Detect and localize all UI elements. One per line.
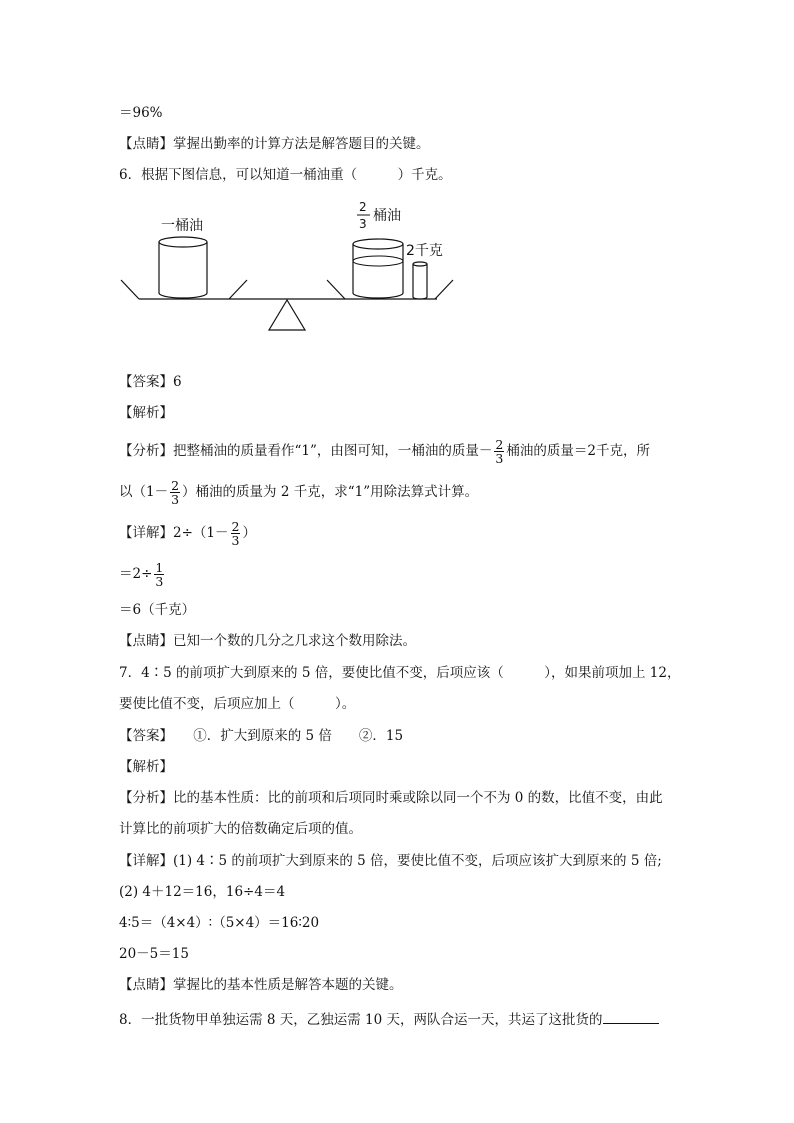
analysis-7-line-2: 计算比的前项扩大的倍数确定后项的值。	[119, 821, 362, 837]
fraction-two-thirds: $\frac{2}{3}$	[231, 519, 240, 548]
weight-cylinder-icon	[413, 262, 427, 299]
analysis-6-line-2: 以（1－ $\frac{2}{3}$ ）桶油的质量为 2 千克，求“1”用除法算式计算。	[119, 478, 479, 507]
right-barrel-label: 桶油	[373, 208, 401, 224]
weight-label: 2千克	[406, 243, 443, 259]
full-barrel-icon	[159, 237, 207, 298]
detail-7-line-1: 【详解】(1) 4∶5 的前项扩大到原来的 5 倍，要使比值不变，后项应该扩大到原来的 5 倍;	[119, 853, 662, 869]
answer-blank	[603, 1011, 659, 1024]
analysis-heading-7: 【解析】	[119, 759, 173, 775]
balance-scale-figure	[119, 196, 459, 336]
detail-7-line-4: 20－5＝15	[119, 946, 189, 962]
fraction-one-third: $\frac{1}{3}$	[155, 560, 164, 589]
question-7-line-2: 要使比值不变，后项应加上（ ）。	[119, 696, 356, 712]
detail-6-line-3: ＝6（千克）	[119, 602, 196, 618]
analysis-heading-6: 【解析】	[119, 405, 173, 421]
left-pan-left-edge	[121, 280, 139, 299]
analysis-6-line-1: 【分析】把整桶油的质量看作“1”，由图可知，一桶油的质量－ $\frac{2}{3}$ 桶油的质量＝2千克，所	[119, 437, 650, 466]
question-7-line-1: 7．4∶5 的前项扩大到原来的 5 倍，要使比值不变，后项应该（ ），如果前项加上 12，	[119, 665, 681, 681]
fraction-two-thirds: $\frac{2}{3}$	[495, 437, 504, 466]
tip-7: 【点睛】掌握比的基本性质是解答本题的关键。	[119, 977, 403, 993]
fulcrum-triangle	[269, 300, 305, 330]
right-frac-den: 3	[359, 217, 367, 231]
left-pan-right-edge	[229, 280, 247, 299]
detail-7-line-3: 4∶5＝（4×4）∶（5×4）＝16∶20	[119, 915, 320, 931]
line-result: ＝96%	[119, 105, 163, 121]
line-tip: 【点睛】掌握出勤率的计算方法是解答题目的关键。	[119, 136, 430, 152]
detail-7-line-2: (2) 4＋12＝16，16÷4＝4	[119, 884, 286, 900]
fraction-two-thirds: $\frac{2}{3}$	[171, 478, 180, 507]
right-pan-right-edge	[435, 280, 453, 299]
analysis-7-line-1: 【分析】比的基本性质：比的前项和后项同时乘或除以同一个不为 0 的数，比值不变，由此	[119, 790, 663, 806]
two-thirds-barrel-icon	[353, 239, 403, 298]
tip-6: 【点睛】已知一个数的几分之几求这个数用除法。	[119, 633, 416, 649]
answer-7: 【答案】 ①．扩大到原来的 5 倍 ②．15	[119, 728, 404, 744]
left-barrel-label: 一桶油	[161, 218, 203, 234]
detail-6-line-2: ＝2÷ $\frac{1}{3}$	[119, 560, 164, 589]
answer-6: 【答案】6	[119, 374, 182, 390]
right-pan-left-edge	[327, 280, 345, 299]
detail-6-line-1: 【详解】2÷（1－ $\frac{2}{3}$ ）	[119, 519, 256, 548]
question-6: 6．根据下图信息，可以知道一桶油重（ ）千克。	[119, 167, 452, 183]
right-frac-num: 2	[359, 200, 367, 214]
question-8: 8．一批货物甲单独运需 8 天，乙独运需 10 天，两队合运一天，共运了这批货的	[119, 1011, 659, 1029]
